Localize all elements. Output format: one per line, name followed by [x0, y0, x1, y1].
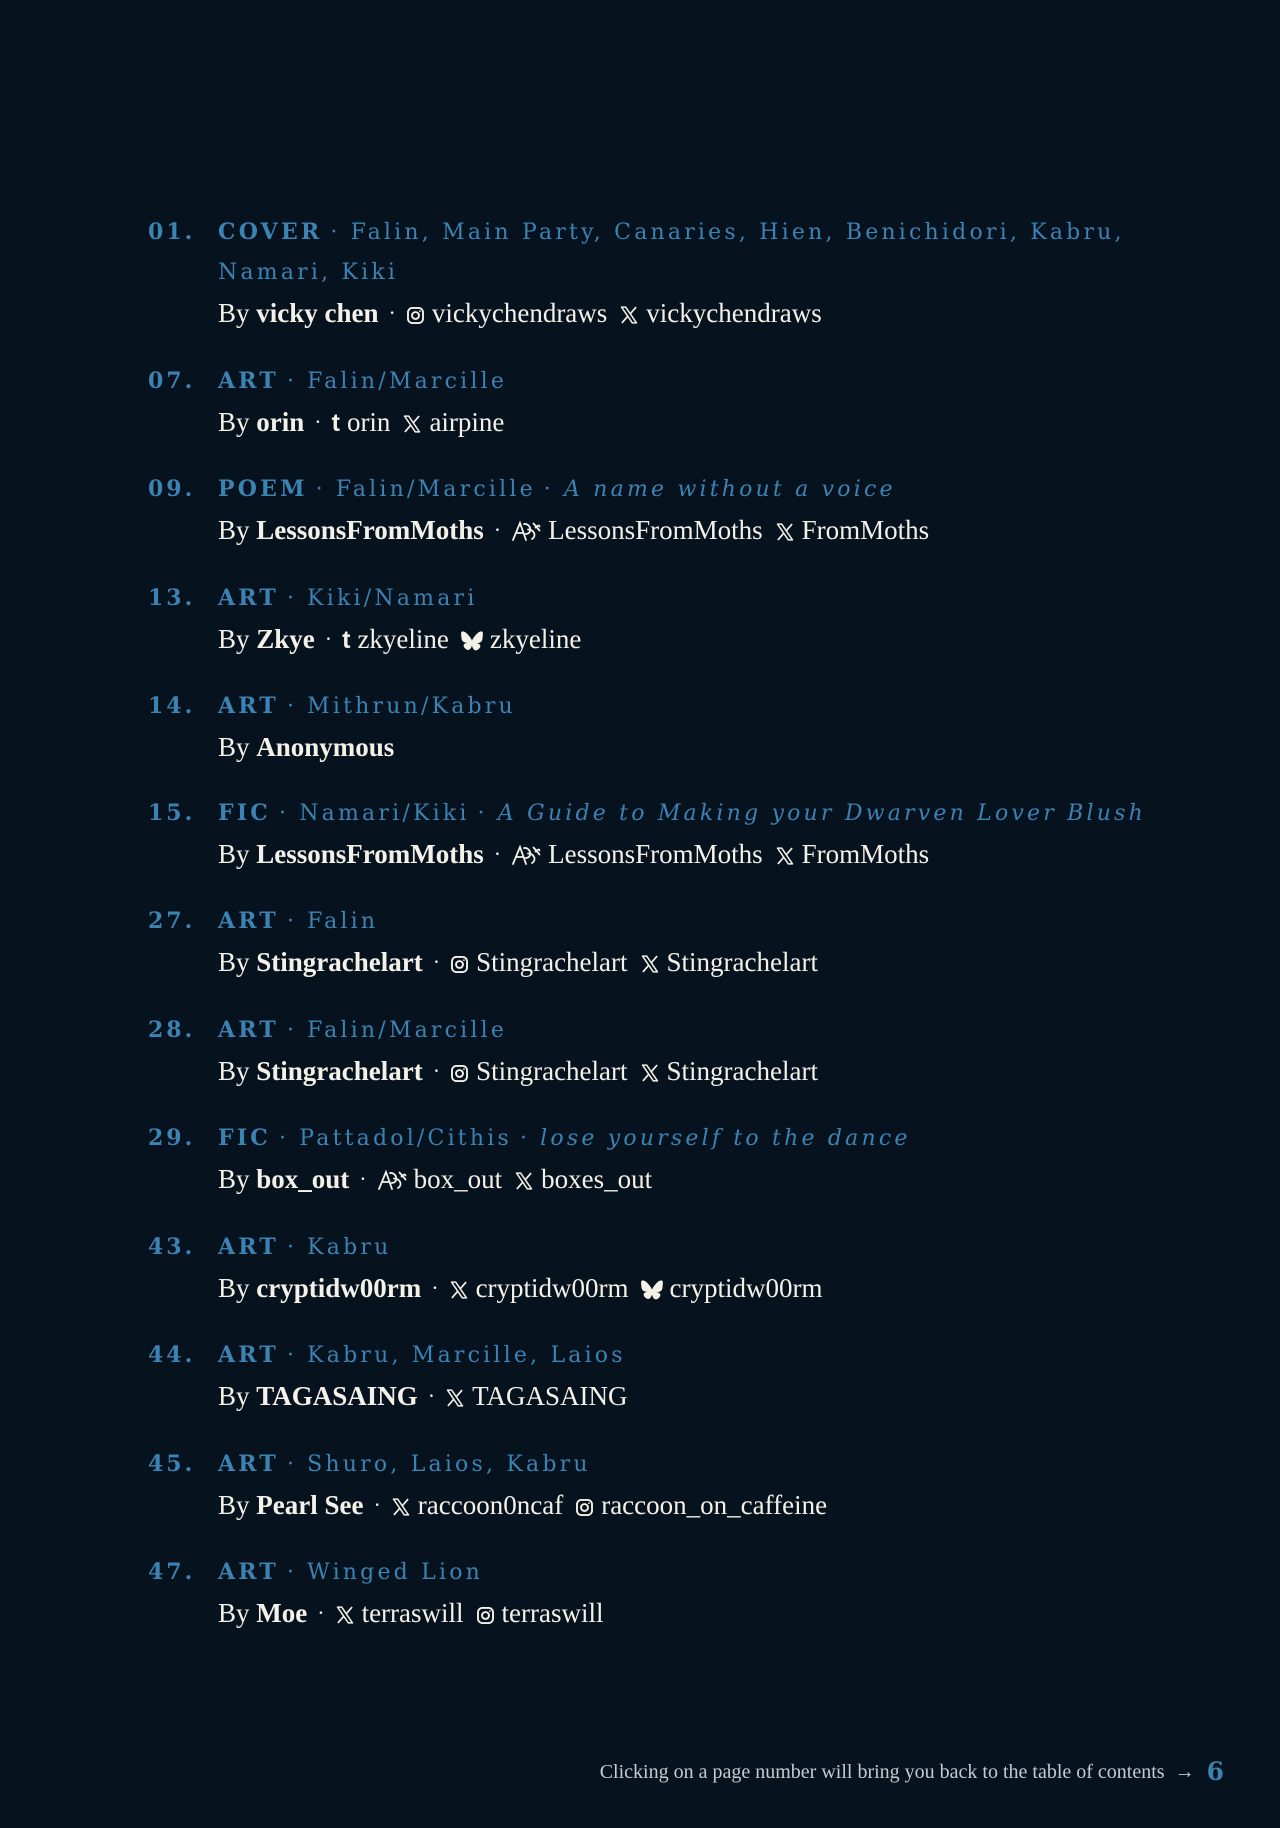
entry-subject: Winged Lion	[307, 1560, 484, 1585]
entry-body	[218, 469, 1148, 552]
entry-type: COVER	[218, 219, 323, 245]
entry-body	[218, 1552, 1148, 1635]
instagram-icon	[575, 1498, 594, 1517]
x-icon	[640, 954, 660, 974]
entry-body	[218, 1118, 1148, 1201]
entry-type: ART	[218, 908, 279, 934]
entry-subject: Falin, Main Party, Canaries, Hien, Benichidori, Kabru, Namari, Kiki	[218, 220, 1125, 285]
entry-title-line	[218, 1010, 1148, 1051]
separator-dot: ·	[286, 1234, 298, 1260]
entry-body	[218, 901, 1148, 984]
toc-entry	[148, 686, 1148, 767]
instagram-icon	[450, 1064, 469, 1083]
x-icon	[391, 1497, 411, 1517]
by-label: By	[218, 1164, 250, 1194]
entry-title-line	[218, 1444, 1148, 1485]
social-handle: raccoon0ncaf	[417, 1489, 564, 1520]
social-handle: TAGASAING	[472, 1381, 628, 1411]
page-number-link[interactable]: 43.	[148, 1233, 196, 1260]
entry-body	[218, 686, 1148, 767]
page-number[interactable]: 6	[1206, 1757, 1224, 1786]
entry-title-line	[218, 1118, 1148, 1159]
separator-dot: ·	[330, 220, 341, 245]
author-name: Stingrachelart	[256, 1055, 423, 1086]
instagram-icon	[406, 306, 425, 325]
social-handle: boxes_out	[541, 1164, 653, 1194]
social-handle: FromMoths	[801, 515, 930, 545]
entry-subject: Shuro, Laios, Kabru	[307, 1451, 591, 1477]
entry-work-title: A Guide to Making your Dwarven Lover Blush	[497, 800, 1146, 826]
entry-body	[218, 793, 1148, 876]
social-handle: terraswill	[361, 1598, 464, 1628]
author-name: LessonsFromMoths	[256, 515, 484, 545]
byline	[218, 1376, 1148, 1418]
social-handle: cryptidw00rm	[475, 1272, 629, 1303]
page-number-link[interactable]: 13.	[148, 584, 196, 611]
entry-subject: Falin/Marcille	[307, 1017, 508, 1043]
entry-body	[218, 1444, 1148, 1527]
social-handle: Stingrachelart	[666, 947, 818, 977]
entry-type: ART	[218, 1016, 279, 1043]
instagram-icon	[450, 955, 469, 974]
toc-entry	[148, 901, 1148, 984]
entry-subject: Kiki/Namari	[307, 585, 478, 611]
entry-title-line	[218, 793, 1148, 834]
entry-type: ART	[218, 367, 279, 394]
entry-type: ART	[218, 1559, 279, 1585]
x-icon	[775, 846, 795, 866]
separator-dot: ·	[432, 1057, 441, 1083]
separator-dot: ·	[359, 1166, 367, 1191]
tumblr-icon: t	[342, 625, 351, 654]
author-name: TAGASAING	[256, 1381, 418, 1411]
x-icon	[514, 1171, 534, 1191]
social-handle: Stingrachelart	[476, 947, 628, 977]
by-label: By	[218, 515, 250, 545]
footer-note: Clicking on a page number will bring you back to the table of contents	[599, 1761, 1165, 1783]
byline	[218, 510, 1148, 552]
separator-dot: ·	[286, 585, 298, 611]
entry-type: FIC	[218, 799, 272, 826]
entry-type: ART	[218, 1233, 279, 1260]
instagram-icon	[476, 1606, 495, 1625]
separator-dot: ·	[317, 1600, 325, 1625]
page-number-link[interactable]: 47.	[148, 1559, 196, 1585]
by-label: By	[218, 1381, 250, 1411]
separator-dot: ·	[431, 1274, 439, 1300]
x-icon	[775, 522, 795, 542]
social-handle: raccoon_on_caffeine	[601, 1489, 828, 1520]
separator-dot: ·	[279, 1126, 290, 1151]
page-number-link[interactable]: 44.	[148, 1342, 196, 1368]
separator-dot: ·	[432, 949, 441, 974]
tumblr-icon: t	[331, 408, 340, 437]
author-name: Anonymous	[256, 732, 395, 762]
byline	[218, 1159, 1148, 1201]
social-handle: FromMoths	[801, 838, 930, 869]
social-handle: cryptidw00rm	[669, 1272, 823, 1303]
social-handle: zkyeline	[357, 623, 449, 654]
social-handle: LessonsFromMoths	[548, 838, 763, 869]
separator-dot: ·	[493, 840, 502, 866]
x-icon	[402, 414, 422, 434]
toc-entry	[148, 1552, 1148, 1635]
byline	[218, 834, 1148, 876]
by-label: By	[218, 1598, 250, 1628]
entry-type: ART	[218, 1342, 279, 1368]
entry-title-line	[218, 212, 1148, 293]
x-icon	[449, 1280, 469, 1300]
author-name: LessonsFromMoths	[256, 838, 484, 869]
toc-entry	[148, 469, 1148, 552]
author-name: Moe	[256, 1598, 308, 1628]
page-number-link[interactable]: 45.	[148, 1450, 196, 1477]
page-number-link[interactable]: 15.	[148, 799, 196, 826]
social-handle: vickychendraws	[431, 298, 608, 328]
separator-dot: ·	[543, 477, 554, 502]
separator-dot: ·	[314, 408, 322, 434]
entry-title-line	[218, 686, 1148, 727]
separator-dot: ·	[493, 517, 502, 542]
entry-title-line	[218, 1227, 1148, 1268]
arrow-icon: →	[1174, 1761, 1195, 1783]
toc-entry	[148, 578, 1148, 661]
x-icon	[640, 1063, 660, 1083]
author-name: Stingrachelart	[256, 947, 423, 977]
entry-body	[218, 1335, 1148, 1418]
byline	[218, 942, 1148, 984]
entry-type: POEM	[218, 476, 308, 502]
toc-entry	[148, 1444, 1148, 1527]
separator-dot: ·	[286, 1451, 298, 1477]
entry-type: FIC	[218, 1125, 272, 1151]
page-number-link[interactable]: 09.	[148, 476, 196, 502]
social-handle: zkyeline	[489, 623, 582, 654]
by-label: By	[218, 1272, 250, 1303]
page-number-link[interactable]: 28.	[148, 1016, 196, 1043]
entry-title-line	[218, 1552, 1148, 1593]
contributor-list	[148, 212, 1148, 1661]
by-label: By	[218, 838, 250, 869]
social-handle: terraswill	[501, 1598, 604, 1628]
byline	[218, 1268, 1148, 1310]
social-handle: vickychendraws	[646, 298, 822, 328]
separator-dot: ·	[286, 1560, 298, 1585]
entry-title-line	[218, 469, 1148, 510]
entry-body	[218, 212, 1148, 335]
by-label: By	[218, 947, 250, 977]
social-handle: Stingrachelart	[666, 1055, 818, 1086]
separator-dot: ·	[315, 477, 326, 502]
separator-dot: ·	[279, 800, 290, 826]
entry-subject: Kabru, Marcille, Laios	[307, 1343, 626, 1368]
author-name: vicky chen	[256, 298, 379, 328]
separator-dot: ·	[286, 1343, 298, 1368]
entry-title-line	[218, 578, 1148, 619]
toc-entry	[148, 212, 1148, 335]
by-label: By	[218, 1489, 250, 1520]
social-handle: airpine	[429, 406, 505, 437]
entry-type: ART	[218, 584, 279, 611]
entry-title-line	[218, 1335, 1148, 1376]
page-number-link[interactable]: 01.	[148, 219, 196, 245]
entry-body	[218, 361, 1148, 444]
x-icon	[335, 1605, 355, 1625]
author-name: cryptidw00rm	[256, 1272, 422, 1303]
entry-subject: Falin/Marcille	[335, 477, 536, 502]
separator-dot: ·	[286, 1017, 298, 1043]
bluesky-icon	[461, 631, 483, 651]
author-name: Zkye	[256, 623, 315, 654]
entry-subject: Falin	[307, 909, 379, 934]
toc-entry	[148, 1335, 1148, 1418]
separator-dot: ·	[324, 625, 333, 651]
x-icon	[619, 305, 639, 325]
by-label: By	[218, 406, 250, 437]
x-icon	[445, 1388, 465, 1408]
separator-dot: ·	[373, 1491, 381, 1517]
separator-dot: ·	[286, 694, 298, 719]
toc-entry	[148, 1118, 1148, 1201]
entry-subject: Pattadol/Cithis	[299, 1126, 512, 1151]
entry-body	[218, 1010, 1148, 1093]
by-label: By	[218, 298, 250, 328]
bluesky-icon	[641, 1280, 663, 1300]
entry-title-line	[218, 361, 1148, 402]
entry-body	[218, 1227, 1148, 1310]
separator-dot: ·	[286, 368, 298, 394]
entry-type: ART	[218, 693, 279, 719]
entry-title-line	[218, 901, 1148, 942]
by-label: By	[218, 623, 250, 654]
by-label: By	[218, 1055, 250, 1086]
separator-dot: ·	[286, 909, 298, 934]
author-name: orin	[256, 406, 305, 437]
byline	[218, 727, 1148, 767]
toc-entry	[148, 1010, 1148, 1093]
page-number-link[interactable]: 29.	[148, 1125, 196, 1151]
page-number-link[interactable]: 07.	[148, 367, 196, 394]
social-handle: LessonsFromMoths	[548, 515, 763, 545]
social-handle: box_out	[413, 1164, 503, 1194]
entry-subject: Mithrun/Kabru	[307, 694, 516, 719]
page-footer	[600, 1750, 1224, 1792]
byline	[218, 1051, 1148, 1093]
entry-work-title: A name without a voice	[564, 477, 896, 502]
ao3-icon	[511, 520, 541, 542]
entry-subject: Namari/Kiki	[299, 800, 470, 826]
byline	[218, 293, 1148, 335]
separator-dot: ·	[519, 1126, 531, 1151]
separator-dot: ·	[477, 800, 488, 826]
social-handle: Stingrachelart	[476, 1055, 628, 1086]
social-handle: orin	[346, 406, 391, 437]
byline	[218, 402, 1148, 444]
separator-dot: ·	[388, 300, 396, 325]
author-name: box_out	[256, 1164, 350, 1194]
entry-subject: Falin/Marcille	[307, 368, 508, 394]
toc-entry	[148, 793, 1148, 876]
entry-type: ART	[218, 1450, 279, 1477]
entry-subject: Kabru	[307, 1234, 392, 1260]
byline	[218, 1485, 1148, 1527]
separator-dot: ·	[427, 1383, 436, 1408]
entry-body	[218, 578, 1148, 661]
page-number-link[interactable]: 27.	[148, 908, 196, 934]
toc-entry	[148, 1227, 1148, 1310]
page-number-link[interactable]: 14.	[148, 693, 196, 719]
entry-work-title: lose yourself to the dance	[540, 1126, 911, 1151]
toc-entry	[148, 361, 1148, 444]
author-name: Pearl See	[256, 1489, 364, 1520]
byline	[218, 1593, 1148, 1635]
byline	[218, 619, 1148, 661]
ao3-icon	[377, 1169, 407, 1191]
by-label: By	[218, 732, 250, 762]
ao3-icon	[511, 844, 541, 866]
